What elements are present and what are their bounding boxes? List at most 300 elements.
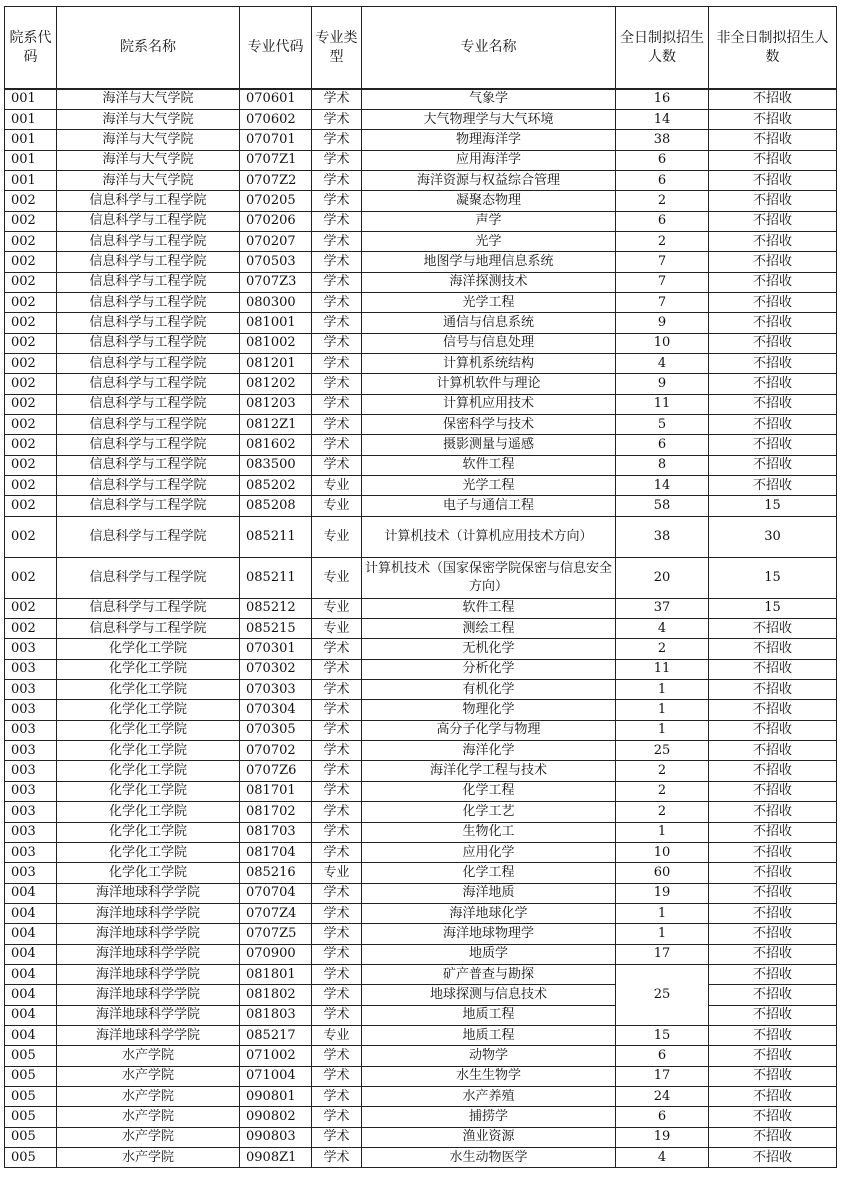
table-row [5, 1127, 837, 1147]
cell-dept-name: 化学化工学院 [57, 842, 240, 862]
cell-dept-code: 005 [5, 1148, 57, 1168]
cell-fulltime: 2 [616, 761, 709, 781]
cell-major-name: 地质工程 [362, 1005, 616, 1025]
cell-major-name: 海洋地球物理学 [362, 924, 616, 944]
cell-major-name: 光学工程 [362, 292, 616, 312]
cell-dept-code: 003 [5, 842, 57, 862]
cell-major-code: 070601 [240, 89, 312, 109]
cell-major-name: 摄影测量与遥感 [362, 435, 616, 455]
cell-parttime: 15 [709, 557, 837, 598]
cell-major-name: 高分子化学与物理 [362, 720, 616, 740]
table-row [5, 1148, 837, 1168]
cell-parttime: 不招收 [709, 700, 837, 720]
cell-dept-name: 海洋地球科学学院 [57, 944, 240, 964]
cell-major-name: 地图学与地理信息系统 [362, 252, 616, 272]
cell-major-name: 海洋化学 [362, 741, 616, 761]
cell-major-type: 学术 [312, 1148, 362, 1168]
cell-fulltime: 2 [616, 781, 709, 801]
cell-dept-code: 003 [5, 761, 57, 781]
cell-dept-name: 信息科学与工程学院 [57, 313, 240, 333]
cell-dept-name: 水产学院 [57, 1046, 240, 1066]
cell-major-name: 地质工程 [362, 1025, 616, 1045]
cell-parttime: 不招收 [709, 1107, 837, 1127]
cell-major-code: 0707Z5 [240, 924, 312, 944]
cell-major-type: 专业 [312, 516, 362, 557]
cell-major-name: 化学工程 [362, 781, 616, 801]
cell-major-code: 0707Z4 [240, 903, 312, 923]
cell-major-name: 地质学 [362, 944, 616, 964]
cell-major-name: 有机化学 [362, 680, 616, 700]
cell-dept-code: 002 [5, 333, 57, 353]
table-row [5, 741, 837, 761]
cell-dept-code: 002 [5, 191, 57, 211]
cell-dept-code: 001 [5, 150, 57, 170]
cell-parttime: 不招收 [709, 394, 837, 414]
cell-parttime: 不招收 [709, 761, 837, 781]
cell-major-code: 071004 [240, 1066, 312, 1086]
cell-dept-name: 信息科学与工程学院 [57, 272, 240, 292]
cell-fulltime: 6 [616, 170, 709, 190]
cell-dept-name: 化学化工学院 [57, 741, 240, 761]
cell-parttime: 不招收 [709, 109, 837, 129]
cell-major-type: 学术 [312, 394, 362, 414]
cell-fulltime: 6 [616, 211, 709, 231]
cell-dept-code: 002 [5, 598, 57, 618]
table-row [5, 964, 837, 984]
cell-fulltime: 4 [616, 353, 709, 373]
cell-dept-code: 002 [5, 374, 57, 394]
table-row [5, 883, 837, 903]
cell-major-code: 085211 [240, 516, 312, 557]
table-row [5, 598, 837, 618]
cell-major-type: 学术 [312, 191, 362, 211]
header-major-name: 专业名称 [362, 7, 616, 90]
cell-major-code: 070206 [240, 211, 312, 231]
table-row [5, 863, 837, 883]
cell-fulltime: 17 [616, 1066, 709, 1086]
cell-major-code: 090801 [240, 1086, 312, 1106]
cell-major-name: 气象学 [362, 89, 616, 109]
cell-major-code: 070207 [240, 231, 312, 251]
cell-major-code: 070303 [240, 680, 312, 700]
cell-parttime: 不招收 [709, 1066, 837, 1086]
cell-fulltime: 14 [616, 476, 709, 496]
cell-major-code: 085211 [240, 557, 312, 598]
cell-major-name: 计算机系统结构 [362, 353, 616, 373]
cell-major-name: 海洋地质 [362, 883, 616, 903]
cell-fulltime: 4 [616, 1148, 709, 1168]
cell-dept-name: 海洋与大气学院 [57, 109, 240, 129]
cell-major-type: 学术 [312, 252, 362, 272]
cell-parttime: 不招收 [709, 231, 837, 251]
cell-major-name: 测绘工程 [362, 619, 616, 639]
cell-major-code: 070503 [240, 252, 312, 272]
cell-parttime: 不招收 [709, 455, 837, 475]
cell-fulltime: 8 [616, 455, 709, 475]
cell-major-type: 学术 [312, 1005, 362, 1025]
cell-dept-name: 信息科学与工程学院 [57, 394, 240, 414]
cell-dept-code: 003 [5, 659, 57, 679]
cell-fulltime: 15 [616, 1025, 709, 1045]
cell-dept-name: 信息科学与工程学院 [57, 211, 240, 231]
table-row [5, 109, 837, 129]
cell-dept-name: 水产学院 [57, 1148, 240, 1168]
cell-parttime: 不招收 [709, 211, 837, 231]
table-row [5, 496, 837, 516]
table-row [5, 557, 837, 598]
table-row [5, 822, 837, 842]
cell-fulltime: 7 [616, 292, 709, 312]
cell-major-type: 学术 [312, 741, 362, 761]
cell-major-type: 学术 [312, 353, 362, 373]
cell-parttime: 不招收 [709, 89, 837, 109]
table-row [5, 313, 837, 333]
cell-dept-code: 005 [5, 1086, 57, 1106]
table-row [5, 1107, 837, 1127]
table-row [5, 394, 837, 414]
table-row [5, 781, 837, 801]
cell-parttime: 不招收 [709, 292, 837, 312]
cell-major-name: 捕捞学 [362, 1107, 616, 1127]
cell-major-code: 081703 [240, 822, 312, 842]
cell-major-type: 学术 [312, 150, 362, 170]
cell-parttime: 不招收 [709, 985, 837, 1005]
cell-major-code: 0908Z1 [240, 1148, 312, 1168]
cell-major-type: 学术 [312, 761, 362, 781]
cell-dept-code: 002 [5, 496, 57, 516]
cell-dept-code: 002 [5, 231, 57, 251]
cell-dept-code: 002 [5, 516, 57, 557]
cell-major-name: 计算机技术（计算机应用技术方向） [362, 516, 616, 557]
cell-parttime: 不招收 [709, 781, 837, 801]
cell-fulltime: 4 [616, 619, 709, 639]
cell-major-name: 凝聚态物理 [362, 191, 616, 211]
cell-major-code: 083500 [240, 455, 312, 475]
table-row [5, 1046, 837, 1066]
cell-dept-name: 水产学院 [57, 1107, 240, 1127]
cell-dept-code: 002 [5, 353, 57, 373]
cell-major-code: 070602 [240, 109, 312, 129]
cell-parttime: 不招收 [709, 883, 837, 903]
cell-major-name: 水生生物学 [362, 1066, 616, 1086]
table-row [5, 1005, 837, 1025]
cell-parttime: 不招收 [709, 252, 837, 272]
cell-parttime: 不招收 [709, 476, 837, 496]
cell-major-code: 081001 [240, 313, 312, 333]
cell-parttime: 30 [709, 516, 837, 557]
cell-major-type: 学术 [312, 170, 362, 190]
cell-major-name: 海洋地球化学 [362, 903, 616, 923]
cell-fulltime: 24 [616, 1086, 709, 1106]
cell-major-name: 光学工程 [362, 476, 616, 496]
cell-fulltime: 1 [616, 680, 709, 700]
cell-dept-code: 004 [5, 903, 57, 923]
cell-major-code: 070301 [240, 639, 312, 659]
cell-major-type: 学术 [312, 639, 362, 659]
table-row [5, 516, 837, 557]
cell-fulltime: 6 [616, 435, 709, 455]
table-row [5, 272, 837, 292]
cell-major-name: 软件工程 [362, 598, 616, 618]
cell-dept-code: 003 [5, 720, 57, 740]
cell-major-type: 学术 [312, 903, 362, 923]
cell-dept-code: 004 [5, 883, 57, 903]
cell-major-type: 学术 [312, 231, 362, 251]
cell-major-name: 计算机技术（国家保密学院保密与信息安全方向） [362, 557, 616, 598]
cell-major-name: 无机化学 [362, 639, 616, 659]
cell-dept-code: 005 [5, 1107, 57, 1127]
cell-parttime: 不招收 [709, 741, 837, 761]
table-row [5, 1025, 837, 1045]
table-row [5, 292, 837, 312]
cell-major-code: 081701 [240, 781, 312, 801]
cell-dept-code: 005 [5, 1066, 57, 1086]
table-row [5, 700, 837, 720]
table-row [5, 659, 837, 679]
table-row [5, 333, 837, 353]
cell-dept-code: 001 [5, 109, 57, 129]
cell-major-code: 085208 [240, 496, 312, 516]
cell-dept-code: 001 [5, 130, 57, 150]
cell-parttime: 不招收 [709, 435, 837, 455]
cell-dept-name: 海洋地球科学学院 [57, 883, 240, 903]
table-row [5, 374, 837, 394]
cell-dept-name: 海洋地球科学学院 [57, 1005, 240, 1025]
cell-major-type: 专业 [312, 863, 362, 883]
cell-dept-name: 海洋地球科学学院 [57, 924, 240, 944]
cell-parttime: 不招收 [709, 333, 837, 353]
cell-fulltime: 2 [616, 639, 709, 659]
cell-dept-name: 海洋地球科学学院 [57, 964, 240, 984]
cell-major-code: 090803 [240, 1127, 312, 1147]
cell-major-code: 0707Z3 [240, 272, 312, 292]
cell-fulltime: 7 [616, 252, 709, 272]
table-row [5, 720, 837, 740]
cell-dept-code: 003 [5, 680, 57, 700]
cell-major-code: 0812Z1 [240, 415, 312, 435]
cell-major-type: 学术 [312, 822, 362, 842]
cell-dept-name: 海洋与大气学院 [57, 130, 240, 150]
cell-major-code: 071002 [240, 1046, 312, 1066]
cell-parttime: 不招收 [709, 802, 837, 822]
table-row [5, 150, 837, 170]
table-row [5, 231, 837, 251]
table-row [5, 170, 837, 190]
cell-dept-code: 004 [5, 1005, 57, 1025]
table-row [5, 1086, 837, 1106]
cell-fulltime: 58 [616, 496, 709, 516]
cell-dept-code: 003 [5, 741, 57, 761]
cell-major-type: 学术 [312, 1046, 362, 1066]
cell-parttime: 不招收 [709, 720, 837, 740]
cell-dept-name: 信息科学与工程学院 [57, 557, 240, 598]
cell-parttime: 不招收 [709, 659, 837, 679]
cell-fulltime: 2 [616, 802, 709, 822]
cell-dept-name: 水产学院 [57, 1066, 240, 1086]
cell-parttime: 不招收 [709, 353, 837, 373]
table-row [5, 435, 837, 455]
cell-dept-name: 信息科学与工程学院 [57, 374, 240, 394]
cell-fulltime: 60 [616, 863, 709, 883]
cell-major-type: 学术 [312, 415, 362, 435]
cell-dept-name: 信息科学与工程学院 [57, 598, 240, 618]
cell-major-name: 地球探测与信息技术 [362, 985, 616, 1005]
cell-dept-code: 002 [5, 211, 57, 231]
cell-dept-code: 004 [5, 964, 57, 984]
cell-dept-code: 003 [5, 781, 57, 801]
cell-major-code: 085217 [240, 1025, 312, 1045]
cell-dept-name: 信息科学与工程学院 [57, 353, 240, 373]
cell-parttime: 不招收 [709, 924, 837, 944]
cell-major-type: 专业 [312, 619, 362, 639]
table-row [5, 455, 837, 475]
cell-dept-code: 004 [5, 924, 57, 944]
cell-major-name: 应用海洋学 [362, 150, 616, 170]
cell-major-code: 070305 [240, 720, 312, 740]
cell-dept-name: 海洋地球科学学院 [57, 1025, 240, 1045]
cell-fulltime: 6 [616, 1046, 709, 1066]
cell-major-code: 081202 [240, 374, 312, 394]
cell-dept-code: 002 [5, 557, 57, 598]
cell-dept-code: 004 [5, 985, 57, 1005]
cell-dept-name: 信息科学与工程学院 [57, 496, 240, 516]
cell-dept-code: 002 [5, 292, 57, 312]
cell-major-code: 081802 [240, 985, 312, 1005]
cell-major-name: 化学工艺 [362, 802, 616, 822]
cell-parttime: 不招收 [709, 680, 837, 700]
cell-dept-code: 003 [5, 822, 57, 842]
cell-fulltime: 20 [616, 557, 709, 598]
table-row [5, 130, 837, 150]
cell-major-code: 081704 [240, 842, 312, 862]
cell-major-type: 学术 [312, 720, 362, 740]
cell-fulltime: 11 [616, 394, 709, 414]
cell-dept-name: 海洋与大气学院 [57, 89, 240, 109]
cell-major-code: 081702 [240, 802, 312, 822]
cell-fulltime: 9 [616, 374, 709, 394]
cell-dept-code: 001 [5, 89, 57, 109]
cell-dept-name: 化学化工学院 [57, 680, 240, 700]
cell-major-name: 计算机应用技术 [362, 394, 616, 414]
cell-major-type: 专业 [312, 1025, 362, 1045]
cell-dept-name: 化学化工学院 [57, 659, 240, 679]
cell-dept-name: 信息科学与工程学院 [57, 415, 240, 435]
cell-major-code: 0707Z6 [240, 761, 312, 781]
table-row [5, 89, 837, 109]
cell-major-name: 渔业资源 [362, 1127, 616, 1147]
cell-parttime: 不招收 [709, 1046, 837, 1066]
header-dept-name: 院系名称 [57, 7, 240, 90]
cell-major-name: 化学工程 [362, 863, 616, 883]
cell-parttime: 不招收 [709, 842, 837, 862]
cell-dept-name: 信息科学与工程学院 [57, 292, 240, 312]
cell-fulltime: 11 [616, 659, 709, 679]
cell-dept-name: 信息科学与工程学院 [57, 191, 240, 211]
cell-major-code: 070302 [240, 659, 312, 679]
cell-major-name: 大气物理学与大气环境 [362, 109, 616, 129]
cell-parttime: 不招收 [709, 1127, 837, 1147]
cell-dept-code: 001 [5, 170, 57, 190]
cell-fulltime: 10 [616, 333, 709, 353]
cell-major-type: 学术 [312, 313, 362, 333]
cell-fulltime: 17 [616, 944, 709, 964]
cell-dept-name: 化学化工学院 [57, 822, 240, 842]
cell-major-type: 学术 [312, 700, 362, 720]
table-row [5, 415, 837, 435]
cell-parttime: 不招收 [709, 150, 837, 170]
cell-parttime: 不招收 [709, 272, 837, 292]
cell-dept-name: 信息科学与工程学院 [57, 476, 240, 496]
cell-dept-name: 信息科学与工程学院 [57, 231, 240, 251]
cell-major-type: 学术 [312, 781, 362, 801]
cell-dept-name: 化学化工学院 [57, 781, 240, 801]
cell-major-name: 计算机软件与理论 [362, 374, 616, 394]
cell-parttime: 不招收 [709, 639, 837, 659]
table-row [5, 985, 837, 1005]
cell-major-type: 学术 [312, 374, 362, 394]
cell-major-type: 学术 [312, 89, 362, 109]
cell-parttime: 不招收 [709, 1005, 837, 1025]
cell-major-type: 学术 [312, 944, 362, 964]
cell-dept-name: 信息科学与工程学院 [57, 455, 240, 475]
cell-parttime: 不招收 [709, 1086, 837, 1106]
cell-major-type: 学术 [312, 272, 362, 292]
cell-major-name: 海洋资源与权益综合管理 [362, 170, 616, 190]
cell-major-type: 学术 [312, 842, 362, 862]
cell-major-type: 专业 [312, 496, 362, 516]
cell-fulltime: 19 [616, 1127, 709, 1147]
cell-major-code: 0707Z2 [240, 170, 312, 190]
cell-fulltime: 9 [616, 313, 709, 333]
cell-parttime: 15 [709, 598, 837, 618]
table-row [5, 191, 837, 211]
cell-major-name: 动物学 [362, 1046, 616, 1066]
table-row [5, 619, 837, 639]
cell-major-code: 070304 [240, 700, 312, 720]
cell-dept-code: 003 [5, 802, 57, 822]
cell-parttime: 不招收 [709, 863, 837, 883]
cell-dept-code: 005 [5, 1127, 57, 1147]
cell-dept-code: 005 [5, 1046, 57, 1066]
header-major-code: 专业代码 [240, 7, 312, 90]
cell-major-type: 学术 [312, 130, 362, 150]
cell-dept-name: 化学化工学院 [57, 863, 240, 883]
cell-major-code: 0707Z1 [240, 150, 312, 170]
table-body [5, 89, 837, 1168]
cell-parttime: 不招收 [709, 964, 837, 984]
table-row [5, 802, 837, 822]
cell-major-name: 矿产普查与勘探 [362, 964, 616, 984]
cell-dept-name: 海洋与大气学院 [57, 150, 240, 170]
cell-major-name: 水生动物医学 [362, 1148, 616, 1168]
cell-parttime: 不招收 [709, 170, 837, 190]
cell-major-name: 光学 [362, 231, 616, 251]
cell-major-name: 应用化学 [362, 842, 616, 862]
cell-dept-name: 化学化工学院 [57, 761, 240, 781]
cell-major-type: 学术 [312, 435, 362, 455]
cell-parttime: 不招收 [709, 619, 837, 639]
header-row [5, 7, 837, 90]
cell-dept-code: 002 [5, 313, 57, 333]
cell-dept-name: 化学化工学院 [57, 720, 240, 740]
cell-fulltime: 10 [616, 842, 709, 862]
header-fulltime: 全日制拟招生人数 [616, 7, 709, 90]
cell-major-name: 物理海洋学 [362, 130, 616, 150]
enrollment-table [4, 6, 837, 1168]
cell-major-name: 声学 [362, 211, 616, 231]
cell-dept-code: 002 [5, 394, 57, 414]
cell-major-code: 081201 [240, 353, 312, 373]
